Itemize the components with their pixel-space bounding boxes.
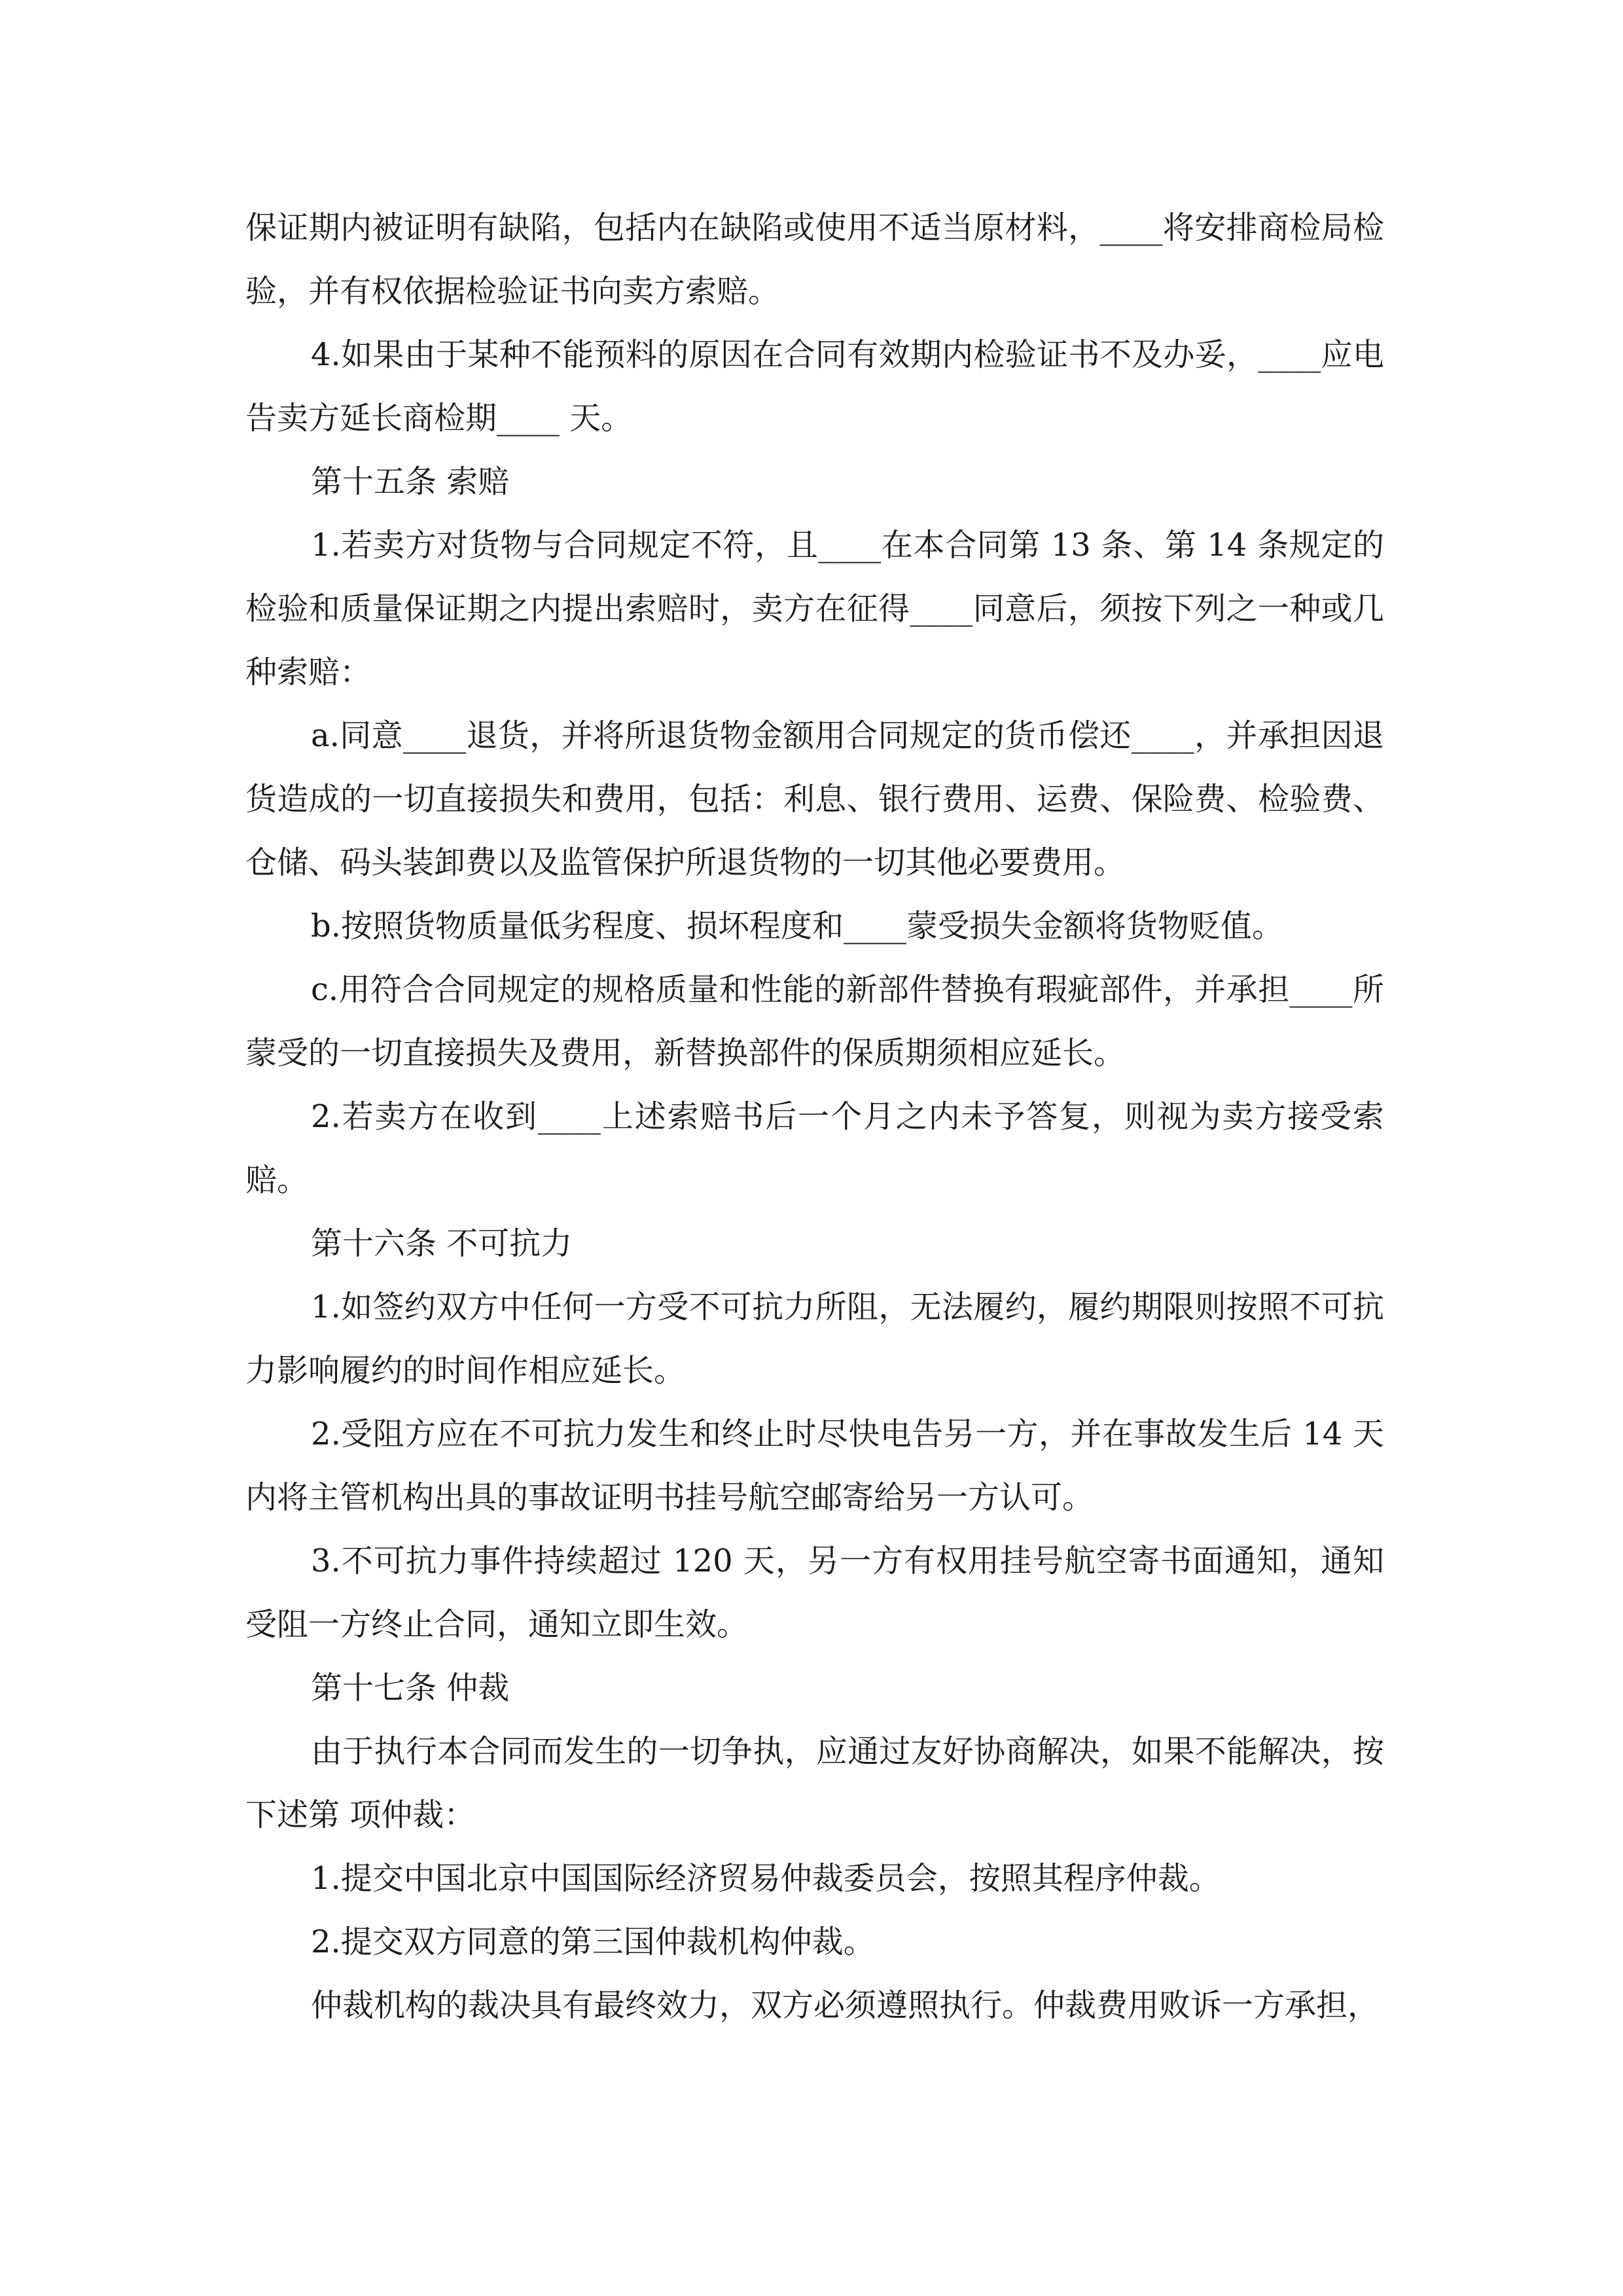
- paragraph-arbitration-option-2: 2.提交双方同意的第三国仲裁机构仲裁。: [311, 1924, 875, 1960]
- document-body: [245, 196, 1384, 2037]
- paragraph-arbitration-option-1: 1.提交中国北京中国国际经济贸易仲裁委员会，按照其程序仲裁。: [311, 1860, 1221, 1897]
- section-heading-claims: 第十五条 索赔: [311, 463, 510, 500]
- paragraph-warranty-defect: 保证期内被证明有缺陷，包括内在缺陷或使用不适当原材料，____将安排商检局检验，并有权依据检验证书向卖方索赔。: [245, 209, 1384, 310]
- paragraph-claim-option-a: a.同意____退货，并将所退货物金额用合同规定的货币偿还____，并承担因退货造成的一切直接损失和费用，包括：利息、银行费用、运费、保险费、检验费、仓储、码头装卸费以及监管保护所退货物的一切其他必要费用。: [245, 717, 1384, 881]
- paragraph-claim-option-c: c.用符合合同规定的规格质量和性能的新部件替换有瑕疵部件，并承担____所蒙受的一切直接损失及费用，新替换部件的保质期须相应延长。: [245, 971, 1384, 1071]
- section-heading-arbitration: 第十七条 仲裁: [311, 1670, 510, 1706]
- paragraph-inspection-extension: 4.如果由于某种不能预料的原因在合同有效期内检验证书不及办妥，____应电告卖方延长商检期____ 天。: [245, 336, 1384, 437]
- paragraph-force-majeure-2: 2.受阻方应在不可抗力发生和终止时尽快电告另一方，并在事故发生后 14 天内将主管机构出具的事故证明书挂号航空邮寄给另一方认可。: [245, 1416, 1384, 1516]
- paragraph-claim-conditions: 1.若卖方对货物与合同规定不符，且____在本合同第 13 条、第 14 条规定的检验和质量保证期之内提出索赔时，卖方在征得____同意后，须按下列之一种或几种索赔：: [245, 527, 1384, 691]
- section-heading-force-majeure: 第十六条 不可抗力: [311, 1225, 573, 1262]
- paragraph-arbitration-intro: 由于执行本合同而发生的一切争执，应通过友好协商解决，如果不能解决，按下述第 项仲裁：: [245, 1733, 1384, 1833]
- paragraph-force-majeure-1: 1.如签约双方中任何一方受不可抗力所阻，无法履约，履约期限则按照不可抗力影响履约的时间作相应延长。: [245, 1289, 1384, 1389]
- paragraph-claim-no-reply: 2.若卖方在收到____上述索赔书后一个月之内未予答复，则视为卖方接受索赔。: [245, 1098, 1384, 1198]
- paragraph-claim-option-b: b.按照货物质量低劣程度、损坏程度和____蒙受损失金额将货物贬值。: [311, 908, 1283, 944]
- paragraph-arbitration-ruling: 仲裁机构的裁决具有最终效力，双方必须遵照执行。仲裁费用败诉一方承担，: [311, 1987, 1380, 2024]
- paragraph-force-majeure-3: 3.不可抗力事件持续超过 120 天，另一方有权用挂号航空寄书面通知，通知受阻一方终止合同，通知立即生效。: [245, 1543, 1384, 1643]
